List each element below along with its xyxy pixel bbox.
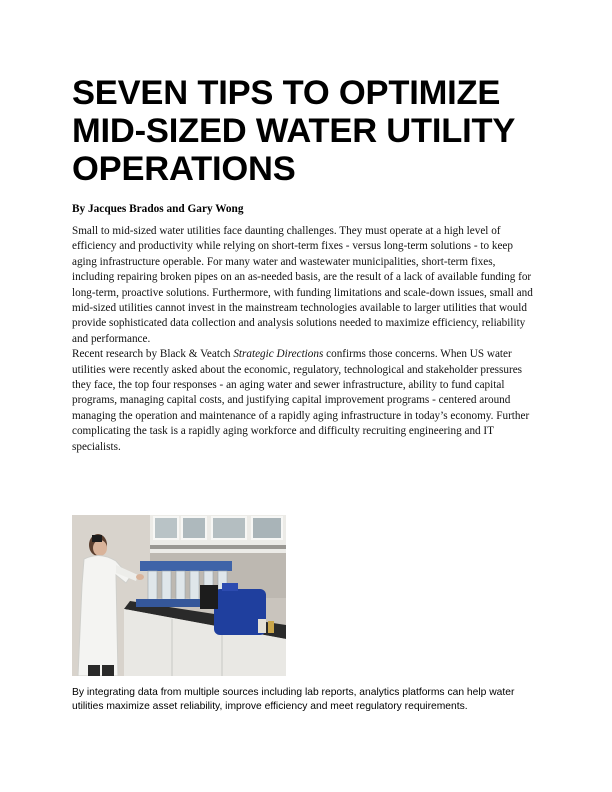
paragraph-2-text-end: confirms those concerns. When US water utilities were recently asked about the economic, regulatory, technological and stakeholder pressures they face, the top four responses - an aging water and sewer infrastructure, ability to fund capital programs, managing capital costs, and justifying capital improvement programs - centered around managing the operation and maintenance of a rapidly aging infrastructure in today’s economy. Further complicating the task is a rapidly aging workforce and difficulty recruiting engineering and IT specialists.	[72, 348, 530, 453]
article-paragraph-1: Small to mid-sized water utilities face daunting challenges. They must operate at a high level of efficiency and productivity while relying on short-term fixes - versus long-term solutions - to keep aging infrastructure operable. For many water and wastewater municipalities, short-term fixes, including repairing broken pipes on an as-needed basis, are the result of a lack of available funding for long-term, proactive solutions. Furthermore, with funding limitations and scale-down issues, small and mid-sized utilities cannot invest in the mainstream technologies available to larger utilities that would provide sophisticated data collection and analysis solutions needed to maximize efficiency, reliability and performance.	[72, 225, 533, 345]
figure-caption: By integrating data from multiple sources including lab reports, analytics platforms can help water utilities maximize asset reliability, improve efficiency and meet regulatory requirements.	[72, 687, 515, 713]
paragraph-2-text-start: Recent research by Black & Veatch	[72, 348, 234, 361]
article-byline: By Jacques Brados and Gary Wong	[72, 203, 244, 215]
article-title: SEVEN TIPS TO OPTIMIZE MID-SIZED WATER UTILITY OPERATIONS	[72, 74, 515, 188]
lab-photo	[72, 515, 286, 676]
publication-name: Strategic Directions	[233, 348, 324, 361]
article-body	[72, 224, 540, 455]
article-paragraph-2	[72, 347, 540, 455]
